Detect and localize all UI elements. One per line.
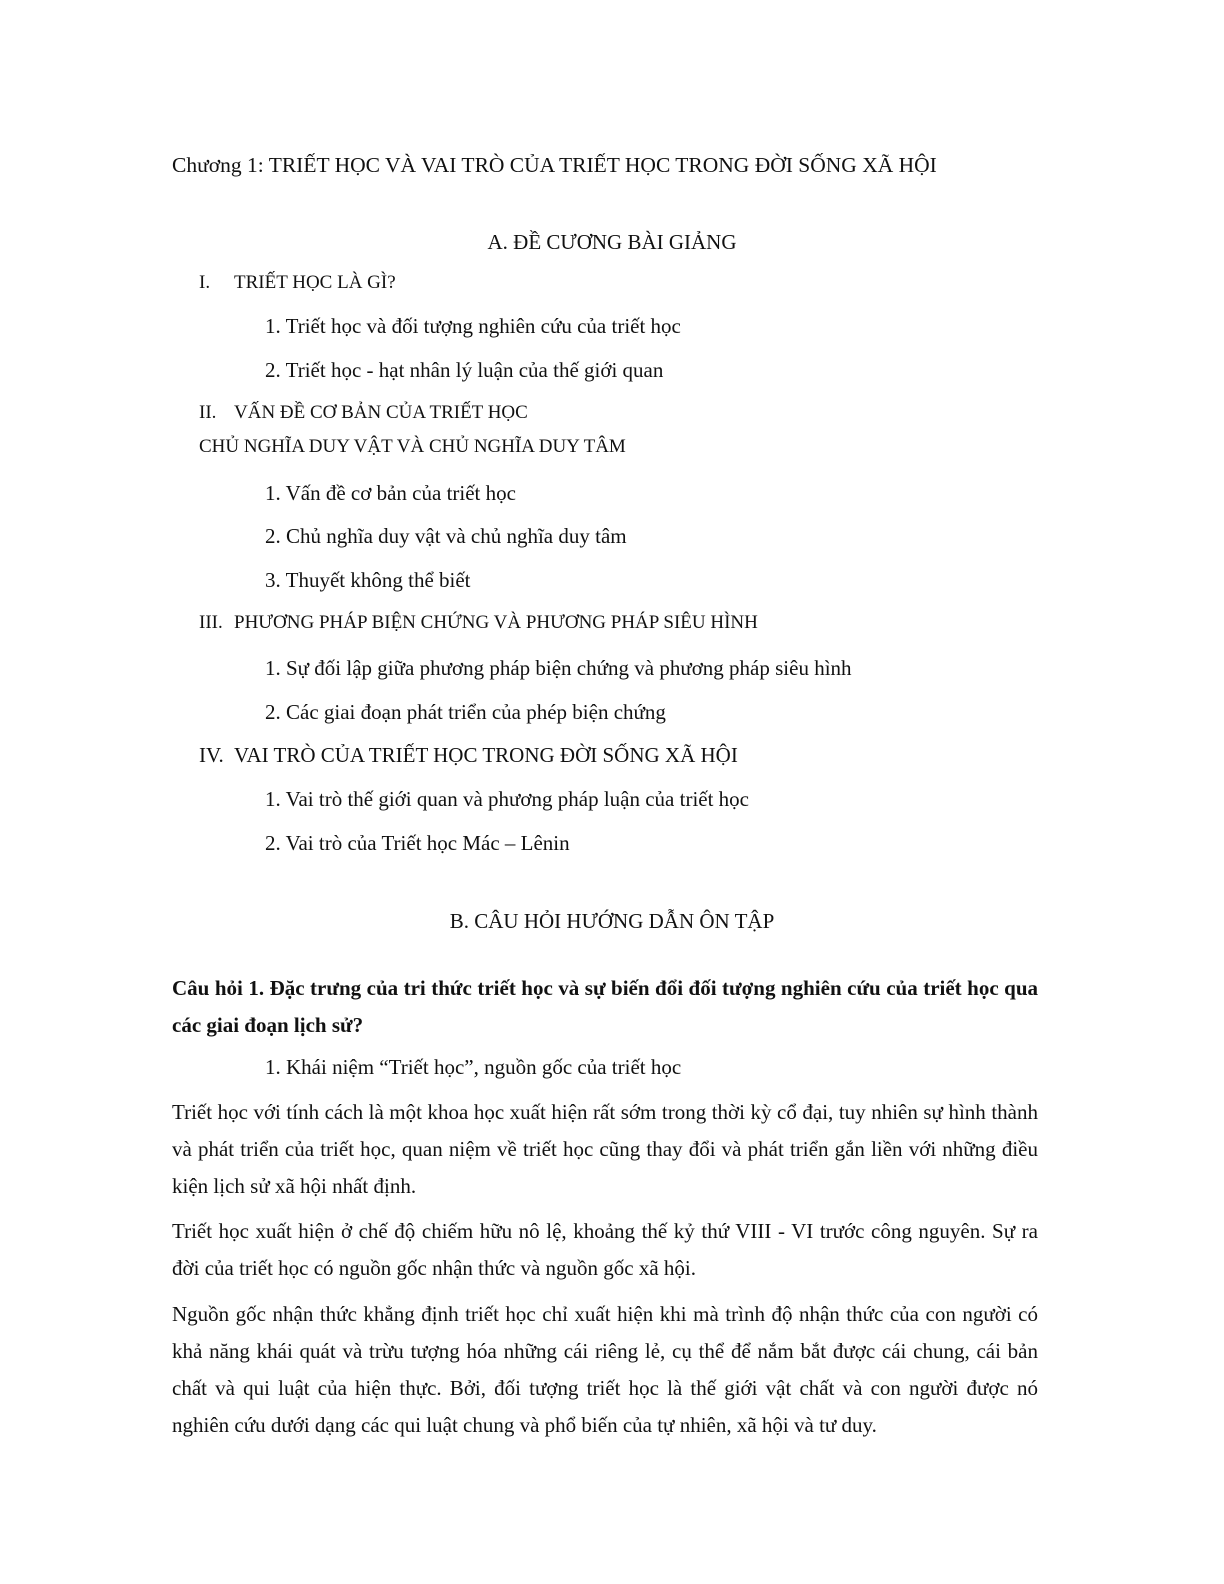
body-paragraph-3: Nguồn gốc nhận thức khẳng định triết học chỉ xuất hiện khi mà trình độ nhận thức của con người có khả năng khái quát và trừu tượng hóa những cái riêng lẻ, cụ thể để nắm bắt được cái chung, cái bản chất và qui luật của hiện thực. Bởi, đối tượng triết học là thế giới vật chất và con người được nó nghiên cứu dưới dạng các qui luật chung và phổ biến của tự nhiên, xã hội và tư duy. bbox=[172, 1302, 1038, 1437]
outline-item: 1. Triết học và đối tượng nghiên cứu của triết học bbox=[265, 314, 681, 338]
chapter-title: Chương 1: TRIẾT HỌC VÀ VAI TRÒ CỦA TRIẾT HỌC TRONG ĐỜI SỐNG XÃ HỘI bbox=[172, 153, 937, 177]
outline-item: 2. Các giai đoạn phát triển của phép biện chứng bbox=[265, 700, 666, 724]
outline-item: 1. Vai trò thế giới quan và phương pháp luận của triết học bbox=[265, 787, 750, 811]
outline-item: 1. Sự đối lập giữa phương pháp biện chứng và phương pháp siêu hình bbox=[265, 656, 852, 680]
body-paragraph-1: Triết học với tính cách là một khoa học xuất hiện rất sớm trong thời kỳ cổ đại, tuy nhiên sự hình thành và phát triển của triết học, quan niệm về triết học cũng thay đổi và phát triển gắn liền với những điều kiện lịch sử xã hội nhất định. bbox=[172, 1100, 1038, 1198]
outline-item: 2. Triết học - hạt nhân lý luận của thế giới quan bbox=[265, 358, 664, 382]
section-b-title: B. CÂU HỎI HƯỚNG DẪN ÔN TẬP bbox=[449, 909, 775, 933]
outline-item: 3. Thuyết không thể biết bbox=[265, 568, 471, 592]
part-subtitle: CHỦ NGHĨA DUY VẬT VÀ CHỦ NGHĨA DUY TÂM bbox=[199, 436, 626, 457]
part-number: III. bbox=[199, 612, 223, 633]
part-heading-3 bbox=[199, 610, 758, 636]
part-heading-2 bbox=[199, 400, 528, 426]
outline-item: 2. Vai trò của Triết học Mác – Lênin bbox=[265, 831, 570, 855]
outline-item: 2. Chủ nghĩa duy vật và chủ nghĩa duy tâm bbox=[265, 524, 627, 548]
part-title: TRIẾT HỌC LÀ GÌ? bbox=[234, 272, 396, 293]
part-title: VAI TRÒ CỦA TRIẾT HỌC TRONG ĐỜI SỐNG XÃ HỘI bbox=[234, 743, 738, 767]
part-title: VẤN ĐỀ CƠ BẢN CỦA TRIẾT HỌC bbox=[234, 402, 528, 423]
part-title: PHƯƠNG PHÁP BIỆN CHỨNG VÀ PHƯƠNG PHÁP SIÊU HÌNH bbox=[234, 612, 758, 633]
outline-item: 1. Vấn đề cơ bản của triết học bbox=[265, 481, 516, 505]
part-number: IV. bbox=[199, 743, 224, 767]
sub-heading: 1. Khái niệm “Triết học”, nguồn gốc của triết học bbox=[265, 1055, 682, 1079]
section-a-title: A. ĐỀ CƯƠNG BÀI GIẢNG bbox=[487, 230, 737, 254]
part-heading-4 bbox=[199, 742, 738, 768]
part-number: II. bbox=[199, 402, 217, 423]
part-heading-1 bbox=[199, 270, 396, 296]
part-number: I. bbox=[199, 272, 211, 293]
body-paragraph-2: Triết học xuất hiện ở chế độ chiếm hữu nô lệ, khoảng thế kỷ thứ VIII - VI trước công nguyên. Sự ra đời của triết học có nguồn gốc nhận thức và nguồn gốc xã hội. bbox=[172, 1219, 1038, 1280]
question-heading: Câu hỏi 1. Đặc trưng của tri thức triết học và sự biến đổi đối tượng nghiên cứu của triết học qua các giai đoạn lịch sử? bbox=[172, 976, 1038, 1037]
